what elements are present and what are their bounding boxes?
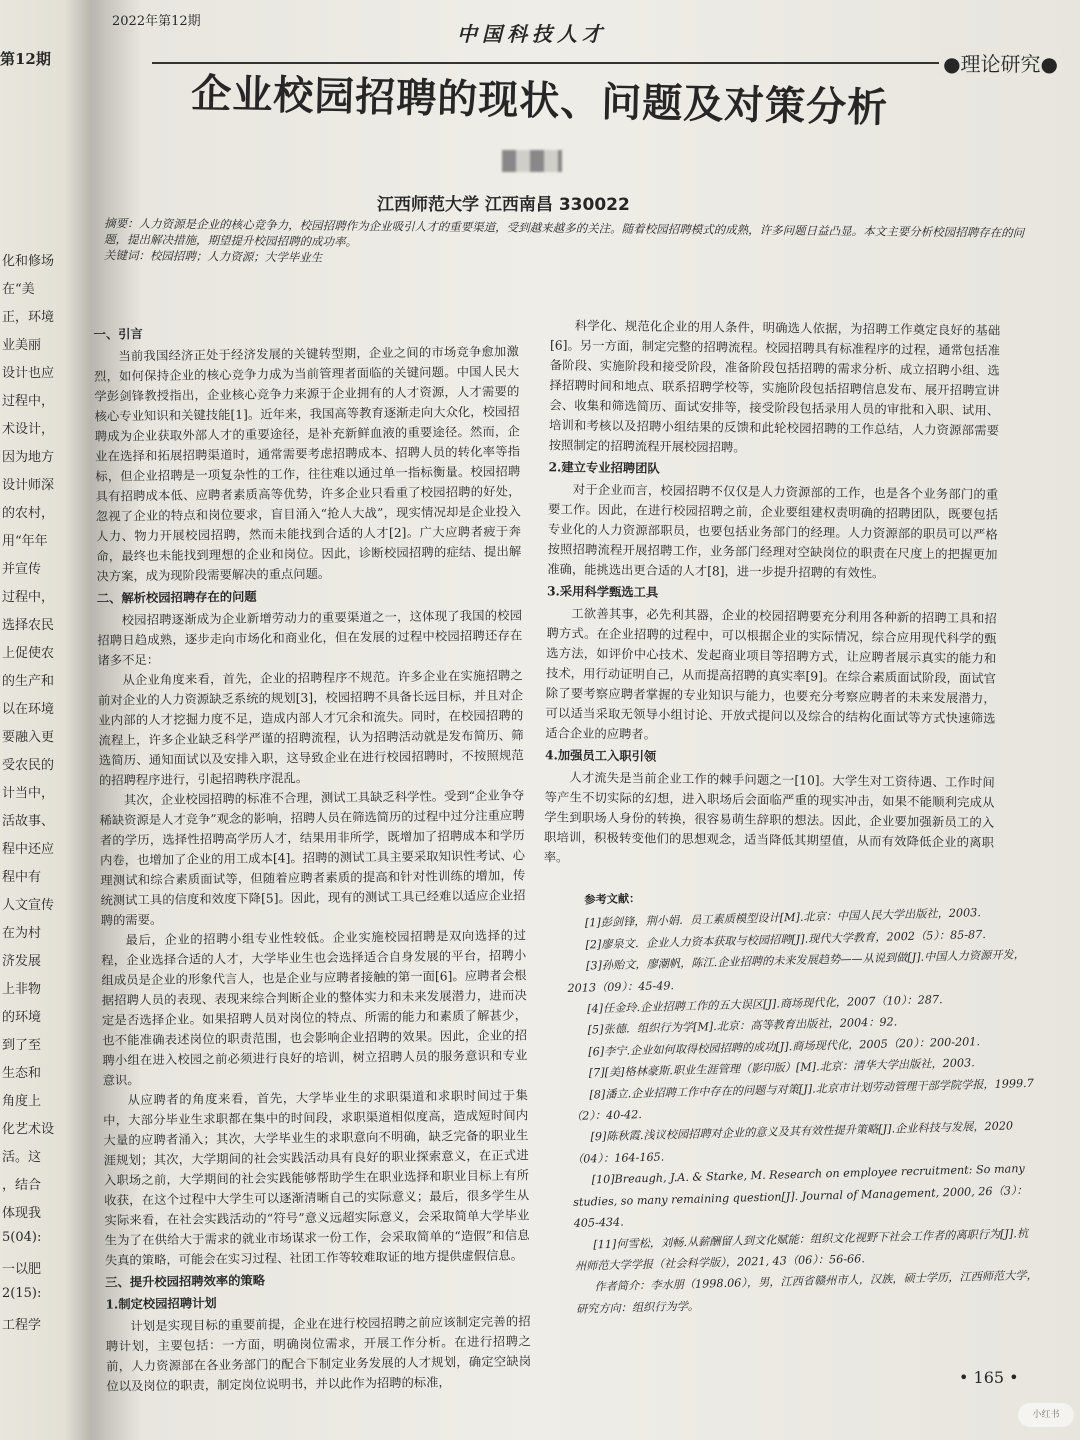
left-page-text-fragment: ，结合	[2, 1178, 42, 1193]
paragraph: 科学化、规范化企业的用人条件，明确选人依据，为招聘工作奠定良好的基础[6]。另一方面，制定完整的招聘流程。校园招聘具有标准程序的过程，通常包括准备阶段、实施阶段和接受阶段，准备阶段包括招聘的需求分析、成立招聘小组、选择招聘时间和地点、联系招聘学校等，实施阶段包括招聘信息发布、展开招聘宣讲会、收集和筛选简历、面试安排等，接受阶段包括录用人员的审批和入职、试用、培训和考核以及招聘小组结果的反馈和此轮校园招聘的工作总结，人力资源部需要按照制定的招聘流程开展校园招聘。	[548, 318, 1001, 455]
left-page-text-fragment: 设计也应	[2, 366, 55, 381]
paragraph: 其次，企业校园招聘的标准不合理，测试工具缺乏科学性。受到“企业争夺稀缺资源是人才竞争”观念的影响，招聘人员在筛选简历的过程中过分注重应聘者的学历，选择性招聘高学历人才，结果用非所学，既增加了招聘成本和学历内卷，也增加了企业的用工成本[4]。招聘的测试工具主要采取知识性考试、心理测试和综合素质面试等，但随着应聘者素质的提高和针对性训练的增加，传统测试工具的信度和效度下降[5]。因此，现有的测试工具已经难以适应企业招聘的需要。	[99, 788, 526, 928]
left-page-text-fragment: 人文宣传	[2, 898, 55, 913]
left-page-text-fragment: 受农民的	[2, 758, 55, 773]
reference-item: [9]陈秋霞.浅议校园招聘对企业的意义及其有效性提升策略[J].企业科技与发展，2020（04）：164-165.	[571, 1119, 1014, 1166]
left-page-text-fragment: 的生产和	[2, 674, 55, 689]
left-page-text-fragment: 上促使农	[2, 646, 55, 661]
left-page-text-fragment: 一以肥	[2, 1262, 42, 1277]
reference-item: [3]孙贻文，廖潮帆，陈江.企业招聘的未来发展趋势——从说到做[J].中国人力资源开发，2013（09）：45-49.	[567, 948, 1025, 995]
article-page	[92, 0, 1080, 1440]
left-page-text-fragment: 的环境	[2, 1010, 42, 1025]
left-page-text-fragment: 以在环境	[2, 702, 55, 717]
left-page-text-fragment: 工程学	[2, 1318, 42, 1333]
left-page-text-fragment: 化和修场	[2, 254, 55, 269]
reference-item: [4]任金玲.企业招聘工作的五大误区[J].商场现代化，2007（10）：287.	[586, 993, 943, 1016]
reference-item: [8]潘立.企业招聘工作中存在的问题与对策[J].北京市计划劳动管理干部学院学报，1999.7（2）：40-42.	[570, 1076, 1034, 1123]
blurred-author-name	[502, 150, 562, 172]
abstract-block	[104, 215, 1024, 273]
subsection-heading: 1.制定校园招聘计划	[105, 1295, 217, 1312]
article-title: 企业校园招聘的现状、问题及对策分析	[190, 69, 889, 132]
reference-item: [5]张德．组织行为学[M].北京：高等教育出版社，2004：92.	[587, 1015, 898, 1037]
page-number: • 165 •	[959, 1368, 1019, 1387]
left-page-text-fragment: 上非物	[2, 982, 42, 997]
paragraph: 从企业角度来看，首先，企业的招聘程序不规范。许多企业在实施招聘之前对企业的人力资源缺乏系统的规划[3]，校园招聘不具备长远目标，并且对企业内部的人才挖掘力度不足，造成内部人才冗余和流失。同时，在校园招聘的流程上，许多企业缺乏科学严谨的招聘流程，认为招聘活动就是发布简历、筛选简历、通知面试以及安排入职，这导致企业在进行校园招聘时，不按照规范的招聘程序进行，引起招聘秩序混乱。	[97, 668, 524, 788]
reference-item: [10]Breaugh, J.A. & Starke, M. Research on employee recruitment: So many studies, so many remaining question[J]. Journal of Management, 2000, 26（3）：405-434.	[573, 1162, 1028, 1230]
reference-item: [1]彭剑锋，荆小娟．员工素质模型设计[M].北京：中国人民大学出版社，2003.	[584, 906, 982, 930]
left-page-text-fragment: 业美丽	[2, 338, 42, 353]
left-page-text-fragment: 正，环境	[2, 310, 55, 325]
reference-item: [6]李宁.企业如何取得校园招聘的成功[J].商场现代化，2005（20）：200-201.	[588, 1035, 981, 1059]
left-page-text-fragment: 计当中，	[2, 786, 55, 801]
left-page-text-fragment: 程中还应	[2, 842, 55, 857]
left-page-text-fragment: 生态和	[2, 1066, 42, 1081]
paragraph: 当前我国经济正处于经济发展的关键转型期，企业之间的市场竞争愈加激烈，如何保持企业的核心竞争力成为当前管理者面临的关键问题。中国人民大学彭剑锋教授指出，企业核心竞争力来源于企业拥有的人才资源，人才需要的核心专业知识和关键技能[1]。近年来，我国高等教育逐渐走向大众化，校园招聘成为企业获取外部人才的重要途径，是补充新鲜血液的重要途径。然而，企业在选择和拓展招聘渠道时，通常需要考虑招聘成本、招聘人员的转化率等指标，但企业招聘是一项复杂性的工作，往往难以通过单一指标衡量。校园招聘具有招聘成本低、应聘者素质高等优势，许多企业只看重了校园招聘的好处，忽视了企业的特点和岗位要求，盲目涌入“抢人大战”，现实情况却是企业投入人力、物力开展校园招聘，然而未能找到合适的人才[2]。广大应聘者疲于奔命，最终也未能找到理想的企业和岗位。因此，诊断校园招聘的症结、提出解决方案，成为现阶段需要解决的重点问题。	[94, 344, 522, 584]
left-page-text-fragment: 选择农民	[2, 618, 55, 633]
subsection-heading: 3.采用科学甄选工具	[546, 583, 659, 600]
left-page-text-fragment: 要融入更	[2, 730, 55, 745]
left-page-text-fragment: 过程中，	[2, 394, 55, 409]
reference-item: [7][美]格林豪斯.职业生涯管理（影印版）[M].北京：清华大学出版社，2003.	[588, 1056, 975, 1080]
left-column	[93, 317, 531, 1396]
right-column	[544, 315, 1001, 872]
left-page-text-fragment: 因为地方	[2, 450, 55, 465]
left-page-text-fragment: 济发展	[2, 954, 42, 969]
left-page-text-fragment: 过程中，	[2, 590, 55, 605]
paragraph: 人才流失是当前企业工作的棘手问题之一[10]。大学生对工资待遇、工作时间等产生不切实际的幻想，进入职场后会面临严重的现实冲击，如果不能顺利完成从学生到职场人身份的转换，很容易萌生辞职的想法。因此，企业要加强新员工的入职培训，积极转变他们的思想观念，适当降低其期望值，从而有效降低企业的离职率。	[543, 770, 995, 865]
section-intro-heading: 一、引言	[93, 326, 143, 342]
left-page-text-fragment: 在为村	[2, 926, 42, 941]
previous-page-edge	[0, 0, 92, 1440]
left-page-text-fragment: 用“年年	[2, 534, 48, 549]
left-page-text-fragment: 术设计，	[2, 422, 55, 437]
references-title: 参考文献：	[584, 891, 641, 907]
section-problems-heading: 二、解析校园招聘存在的问题	[96, 588, 257, 606]
left-page-text-fragment: 程中有	[2, 870, 42, 885]
left-page-text-fragment: 活。这	[2, 1150, 42, 1165]
journal-name: 中国科技人才	[457, 22, 607, 46]
left-page-issue: 第12期	[0, 50, 51, 68]
reference-item: [11]何雪松，刘畅.从薪酬留人到文化赋能：组织文化视野下社会工作者的离职行为[J].杭州师范大学学报（社会科学版），2021, 43（06）：56-66.	[574, 1226, 1029, 1273]
abstract-text: 摘要：人力资源是企业的核心竞争力，校园招聘作为企业吸引人才的重要渠道，受到越来越多的关注。随着校园招聘模式的成熟，许多问题日益凸显。本文主要分析校园招聘存在的问题，提出解决措施，期望提升校园招聘的成功率。	[103, 216, 1025, 249]
author-affiliation: 江西师范大学 江西南昌 330022	[377, 195, 630, 215]
left-page-text-fragment: 化艺术设	[2, 1122, 55, 1137]
section-strategy-heading: 三、提升校园招聘效率的策略	[105, 1272, 266, 1290]
paragraph: 对于企业而言，校园招聘不仅仅是人力资源部的工作，也是各个业务部门的重要工作。因此，在进行校园招聘之前，企业要组建权责明确的招聘团队，既要包括专业化的人力资源部职员，也要包括业务部门的经理。人力资源部的职员可以严格按照招聘流程开展招聘工作，业务部门经理对空缺岗位的职责在尺度上的把握更加准确，能挑选出更合适的人才[8]，进一步提升招聘的有效性。	[547, 482, 999, 581]
left-page-text-fragment: 5(04):	[2, 1230, 42, 1245]
left-page-text-fragment: 的农村，	[2, 506, 55, 521]
subsection-heading: 2.建立专业招聘团队	[548, 459, 660, 476]
column-tag: ●理论研究●	[939, 48, 1062, 77]
left-page-text-fragment: 体现我	[2, 1206, 42, 1221]
watermark: 小红书	[1018, 1403, 1074, 1427]
left-page-text-fragment: 活故事、	[2, 814, 55, 829]
left-page-text-fragment: 角度上	[2, 1094, 42, 1109]
left-page-text-fragment: 到了至	[2, 1038, 42, 1053]
reference-item: [2]廖泉文．企业人力资本获取与校园招聘[J].现代大学教育，2002（5）：85-87.	[585, 927, 986, 952]
paragraph: 计划是实现目标的重要前提，企业在进行校园招聘之前应该制定完善的招聘计划，主要包括：一方面，明确岗位需求，开展工作分析。在进行招聘之前，人力资源部在各业务部门的配合下制定业务发展的人才规划，确定空缺岗位以及岗位的职责，制定岗位说明书，并以此作为招聘的标准，	[105, 1314, 532, 1394]
references	[565, 878, 1041, 1320]
left-page-text-fragment: 在“美	[2, 282, 35, 297]
left-page-text-fragment: 设计师深	[2, 478, 55, 493]
keywords: 关键词：校园招聘；人力资源；大学毕业生	[103, 248, 323, 265]
paragraph: 从应聘者的角度来看，首先，大学毕业生的求职渠道和求职时间过于集中，大部分毕业生求职都在集中的时间段，求职渠道相似度高，造成短时间内大量的应聘者涌入；其次，大学毕业生的求职意向不明确，缺乏完备的职业生涯规划；其次，大学期间的社会实践活动具有良好的职业探索意义，在正式进入职场之前，大学期间的社会实践能够帮助学生在职业选择和职业目标上有所收获，在这个过程中大学生可以逐渐清晰自己的实际意义；最后，很多学生从实际来看，在社会实践活动的“符号”意义远超实际意义，会采取简单大学毕业生为了在供给大于需求的就业市场谋求一份工作，会采取简单的“造假”和信息失真的策略，可能会在实习过程、社团工作等较难取证的地方提供虚假信息。	[103, 1088, 530, 1268]
paragraph: 最后，企业的招聘小组专业性较低。企业实施校园招聘是双向选择的过程，企业选择合适的人才，大学毕业生也会选择适合自身发展的平台，招聘小组成员是企业的形象代言人，也是企业与应聘者接触的第一面[6]。应聘者会根据招聘人员的表现、表现来综合判断企业的整体实力和未来发展潜力，进而决定是否选择企业。如果招聘人员对岗位的特点、所需的能力和素质了解甚少，也不能准确表述岗位的职责范围，也会影响企业招聘的效果。因此，企业的招聘小组在进入校园之前必须进行良好的培训，树立招聘人员的服务意识和专业意识。	[101, 928, 528, 1088]
paragraph: 校园招聘逐渐成为企业新增劳动力的重要渠道之一，这体现了我国的校园招聘日趋成熟，逐步走向市场化和商业化，但在发展的过程中校园招聘还存在诸多不足：	[97, 608, 523, 668]
reference-item: 作者简介：李水朋（1998.06），男，江西省赣州市人，汉族，硕士学历，江西师范大学，研究方向：组织行为学。	[575, 1269, 1038, 1316]
paragraph: 工欲善其事，必先利其器，企业的校园招聘要充分利用各种新的招聘工具和招聘方式。在企业招聘的过程中，可以根据企业的实际情况，综合应用现代科学的甄选方法，如评价中心技术、发起商业项目等招聘方式，让应聘者展示真实的能力和技术，用行动证明自己，从而提高招聘的真实率[9]。在综合素质面试阶段，面试官除了要考察应聘者掌握的专业知识与能力，也要充分考察应聘者的未来发展潜力，可以适当采取无领导小组讨论、开放式提问以及综合的结构化面试等方式快速筛选适合企业的应聘者。	[545, 606, 997, 742]
issue-header: 2022年第12期	[112, 14, 201, 29]
left-page-text-fragment: 并宣传	[2, 562, 42, 577]
left-page-text-fragment: 2(15):	[2, 1286, 42, 1301]
subsection-heading: 4.加强员工入职引领	[544, 747, 657, 764]
